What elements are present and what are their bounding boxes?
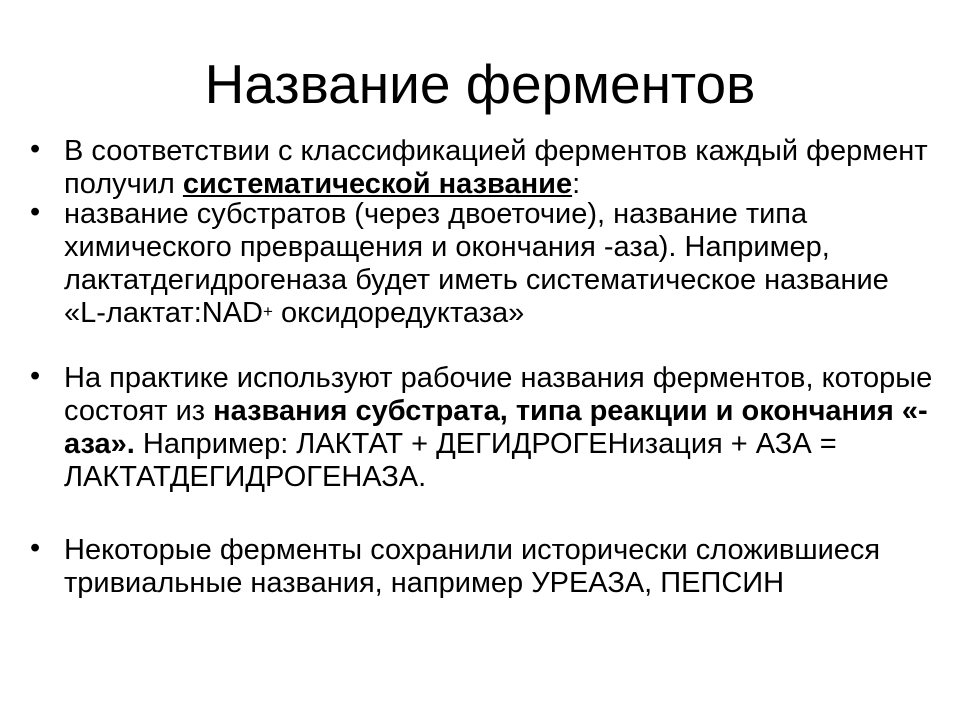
bullet-text: название субстратов (через двоеточие), название типа химического превращения и окончания -аза). Например, лактатдегидрогеназа будет иметь систематическое название «L-лактат:NAD	[64, 198, 889, 329]
bullet-item-working-names	[30, 360, 934, 494]
bullet-marker: •	[30, 360, 41, 392]
bullet-marker: •	[30, 133, 41, 165]
bullet-text-end: :	[572, 168, 581, 200]
working-name-emphasis: названия субстрата, типа реакции и окончания «-аза».	[64, 395, 928, 460]
bullet-marker: •	[30, 196, 41, 228]
bullet-text-end: оксидоредуктаза»	[272, 297, 525, 329]
systematic-name-emphasis: систематической название	[182, 168, 573, 200]
bullet-marker: •	[30, 532, 41, 564]
bullet-text: В соответствии с классификацией ферментов каждый фермент получил	[64, 135, 928, 200]
bullet-item-classification	[30, 133, 934, 201]
bullet-text-end: Например: ЛАКТАТ + ДЕГИДРОГЕНизация + АЗА = ЛАКТАТДЕГИДРОГЕНАЗА.	[64, 428, 837, 493]
superscript-plus: +	[263, 302, 273, 321]
bullet-item-systematic-example	[30, 196, 934, 330]
slide-title: Название ферментов	[204, 53, 756, 115]
bullet-text: Некоторые ферменты сохранили исторически сложившиеся тривиальные названия, например УРЕАЗА, ПЕПСИН	[64, 534, 881, 599]
bullet-text: На практике используют рабочие названия ферментов, которые состоят из	[64, 362, 933, 427]
bullet-item-trivial-names	[30, 532, 934, 600]
